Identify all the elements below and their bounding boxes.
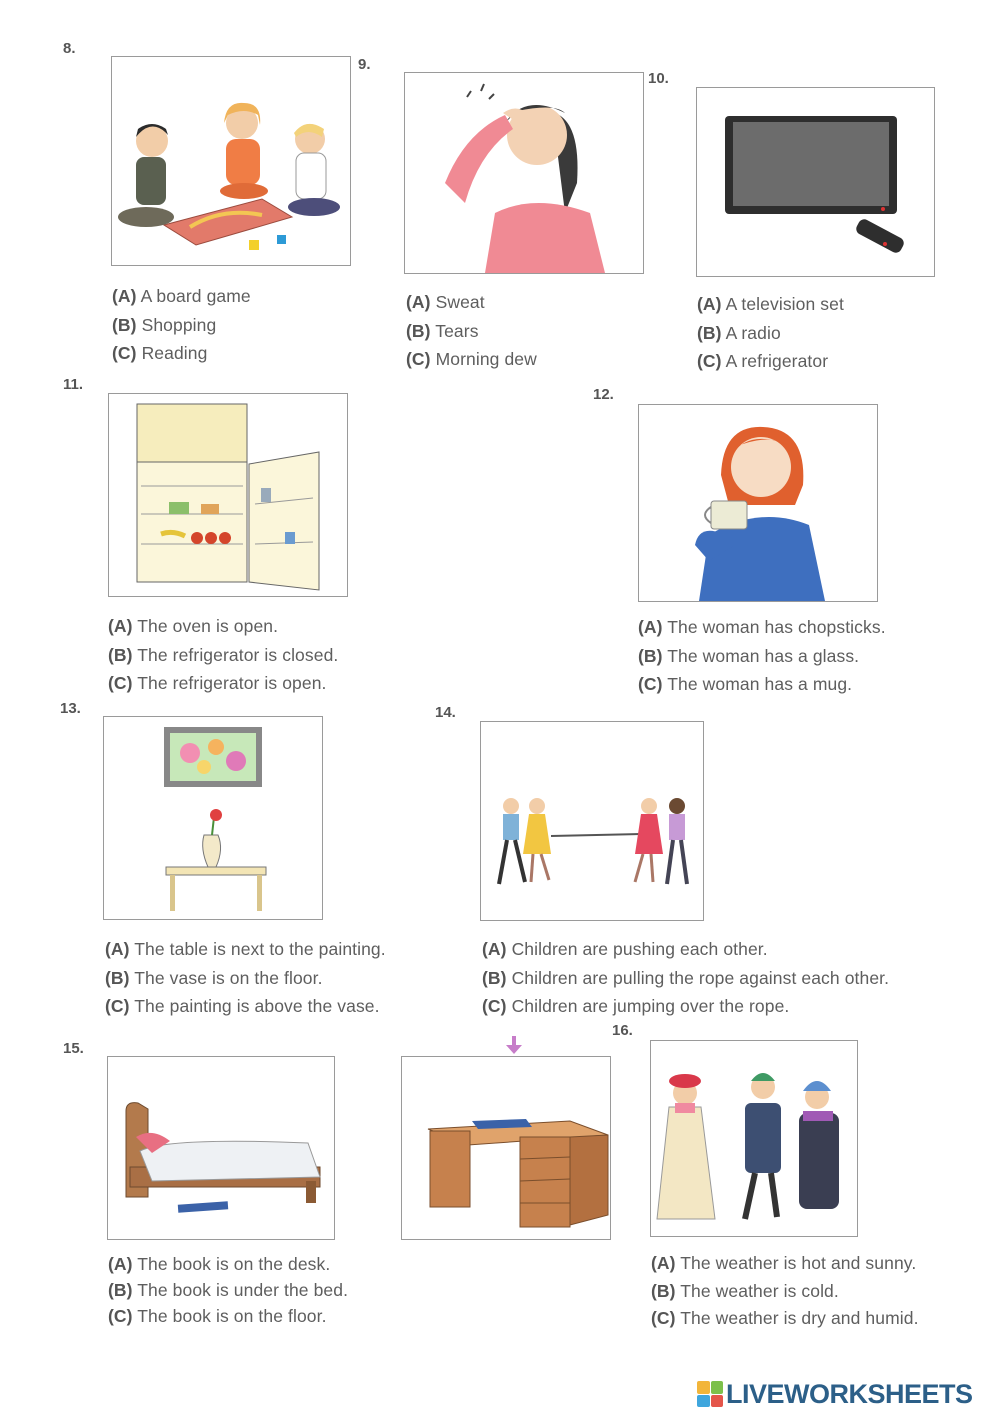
option-b[interactable]: (B) The book is under the bed.: [108, 1280, 349, 1300]
logo-text: LIVEWORKSHEETS: [726, 1378, 973, 1409]
question-11-options: [108, 612, 338, 698]
option-c[interactable]: (C) The weather is dry and humid.: [651, 1308, 919, 1328]
question-8-options: [112, 282, 251, 368]
tug-of-war-picture: [480, 721, 704, 921]
option-b[interactable]: (B) The vase is on the floor.: [105, 967, 323, 988]
option-c[interactable]: (C) Reading: [112, 343, 208, 363]
option-a[interactable]: (A) Sweat: [406, 292, 485, 312]
liveworksheets-mark-icon: [697, 1381, 723, 1407]
option-a[interactable]: (A) A board game: [112, 286, 251, 306]
option-a[interactable]: (A) A television set: [697, 294, 844, 314]
question-15-options: [108, 1251, 348, 1329]
question-10-number: 10.: [648, 70, 669, 87]
option-a[interactable]: (A) The weather is hot and sunny.: [651, 1253, 917, 1273]
arrow-marker-icon: [504, 1036, 524, 1056]
option-c[interactable]: (C) The painting is above the vase.: [105, 996, 380, 1016]
question-13-options: [105, 935, 386, 1021]
option-a[interactable]: (A) The oven is open.: [108, 616, 279, 636]
question-8-number: 8.: [63, 40, 76, 57]
question-9-options: [406, 288, 537, 374]
option-c[interactable]: (C) The refrigerator is open.: [108, 673, 327, 693]
option-a[interactable]: (A) Children are pushing each other.: [482, 939, 768, 959]
question-10-options: [697, 290, 844, 376]
question-16-number: 16.: [612, 1022, 633, 1039]
question-9-number: 9.: [358, 56, 371, 73]
liveworksheets-logo[interactable]: [697, 1377, 973, 1411]
option-a[interactable]: (A) The table is next to the painting.: [105, 939, 386, 959]
question-11-number: 11.: [63, 376, 84, 393]
option-c[interactable]: (C) Morning dew: [406, 349, 537, 369]
question-15-number: 15.: [63, 1040, 84, 1057]
open-refrigerator-picture: [108, 393, 348, 597]
woman-with-mug-picture: [638, 404, 878, 602]
option-c[interactable]: (C) Children are jumping over the rope.: [482, 996, 790, 1016]
question-12-options: [638, 613, 886, 699]
question-16-options: [651, 1250, 919, 1333]
cold-weather-people-picture: [650, 1040, 858, 1237]
question-14-number: 14.: [435, 704, 456, 721]
question-13-number: 13.: [60, 700, 81, 717]
option-b[interactable]: (B) The woman has a glass.: [638, 645, 860, 666]
board-game-picture: [111, 56, 351, 266]
option-c[interactable]: (C) The woman has a mug.: [638, 674, 853, 694]
option-b[interactable]: (B) A radio: [697, 322, 781, 343]
option-c[interactable]: (C) A refrigerator: [697, 351, 829, 371]
option-b[interactable]: (B) Children are pulling the rope against each other.: [482, 967, 890, 988]
television-picture: [696, 87, 935, 277]
bed-with-book-picture: [107, 1056, 335, 1240]
option-c[interactable]: (C) The book is on the floor.: [108, 1306, 327, 1326]
option-a[interactable]: (A) The book is on the desk.: [108, 1254, 331, 1274]
option-b[interactable]: (B) The weather is cold.: [651, 1280, 839, 1301]
option-b[interactable]: (B) The refrigerator is closed.: [108, 644, 339, 665]
option-b[interactable]: (B) Tears: [406, 320, 479, 341]
sweating-woman-picture: [404, 72, 644, 274]
question-12-number: 12.: [593, 386, 614, 403]
question-14-options: [482, 935, 889, 1021]
painting-vase-table-picture: [103, 716, 323, 920]
desk-with-book-picture: [401, 1056, 611, 1240]
option-a[interactable]: (A) The woman has chopsticks.: [638, 617, 886, 637]
option-b[interactable]: (B) Shopping: [112, 314, 217, 335]
